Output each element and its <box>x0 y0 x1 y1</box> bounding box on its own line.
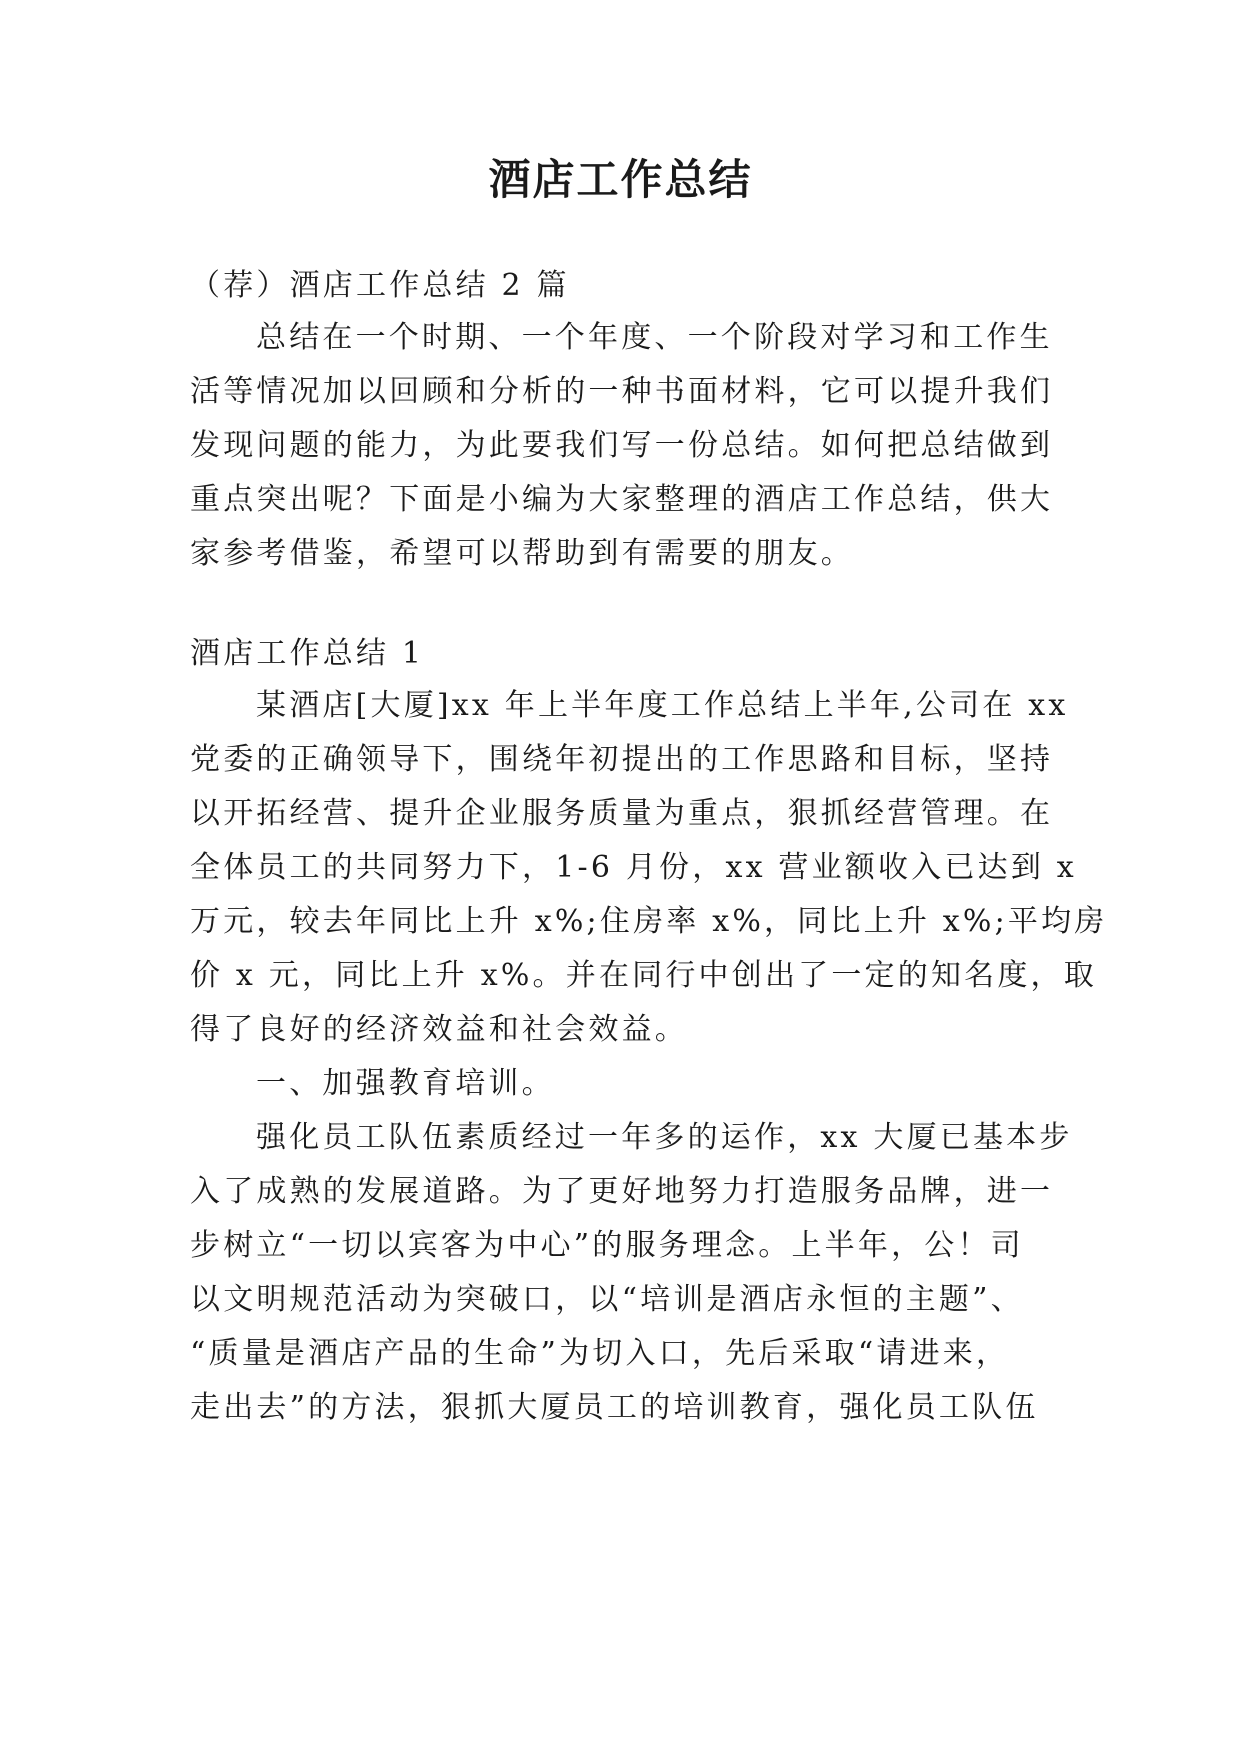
paragraph-line: 党委的正确领导下，围绕年初提出的工作思路和目标，坚持 <box>190 742 1054 777</box>
paragraph-line: 某酒店[大厦]xx 年上半年度工作总结上半年,公司在 xx <box>256 688 1069 723</box>
paragraph-line: 步树立“一切以宾客为中心”的服务理念。上半年，公！司 <box>190 1228 1024 1263</box>
paragraph-line: 以开拓经营、提升企业服务质量为重点，狠抓经营管理。在 <box>190 796 1054 831</box>
paragraph-line: 强化员工队伍素质经过一年多的运作，xx 大厦已基本步 <box>256 1120 1073 1155</box>
paragraph-line: 万元，较去年同比上升 x%;住房率 x%，同比上升 x%;平均房 <box>190 904 1108 939</box>
item-heading: 一、加强教育培训。 <box>256 1066 555 1101</box>
intro-line: 发现问题的能力，为此要我们写一份总结。如何把总结做到 <box>190 428 1054 463</box>
paragraph-line: 得了良好的经济效益和社会效益。 <box>190 1012 688 1047</box>
paragraph-line: 全体员工的共同努力下，1-6 月份，xx 营业额收入已达到 x <box>190 850 1077 885</box>
intro-line: 活等情况加以回顾和分析的一种书面材料，它可以提升我们 <box>190 374 1054 409</box>
document-title: 酒店工作总结 <box>488 155 753 204</box>
paragraph-line: 以文明规范活动为突破口，以“培训是酒店永恒的主题”、 <box>190 1282 1024 1317</box>
paragraph-line: 入了成熟的发展道路。为了更好地努力打造服务品牌，进一 <box>190 1174 1054 1209</box>
section-heading: 酒店工作总结 1 <box>190 636 425 671</box>
paragraph-line: 走出去”的方法，狠抓大厦员工的培训教育，强化员工队伍 <box>190 1390 1039 1425</box>
document-subtitle: （荐）酒店工作总结 2 篇 <box>190 268 570 303</box>
intro-line: 家参考借鉴，希望可以帮助到有需要的朋友。 <box>190 536 854 571</box>
paragraph-line: “质量是酒店产品的生命”为切入口，先后采取“请进来， <box>190 1336 1010 1371</box>
paragraph-line: 价 x 元，同比上升 x%。并在同行中创出了一定的知名度，取 <box>190 958 1097 993</box>
intro-line: 总结在一个时期、一个年度、一个阶段对学习和工作生 <box>256 320 1053 355</box>
intro-line: 重点突出呢？下面是小编为大家整理的酒店工作总结，供大 <box>190 482 1054 517</box>
